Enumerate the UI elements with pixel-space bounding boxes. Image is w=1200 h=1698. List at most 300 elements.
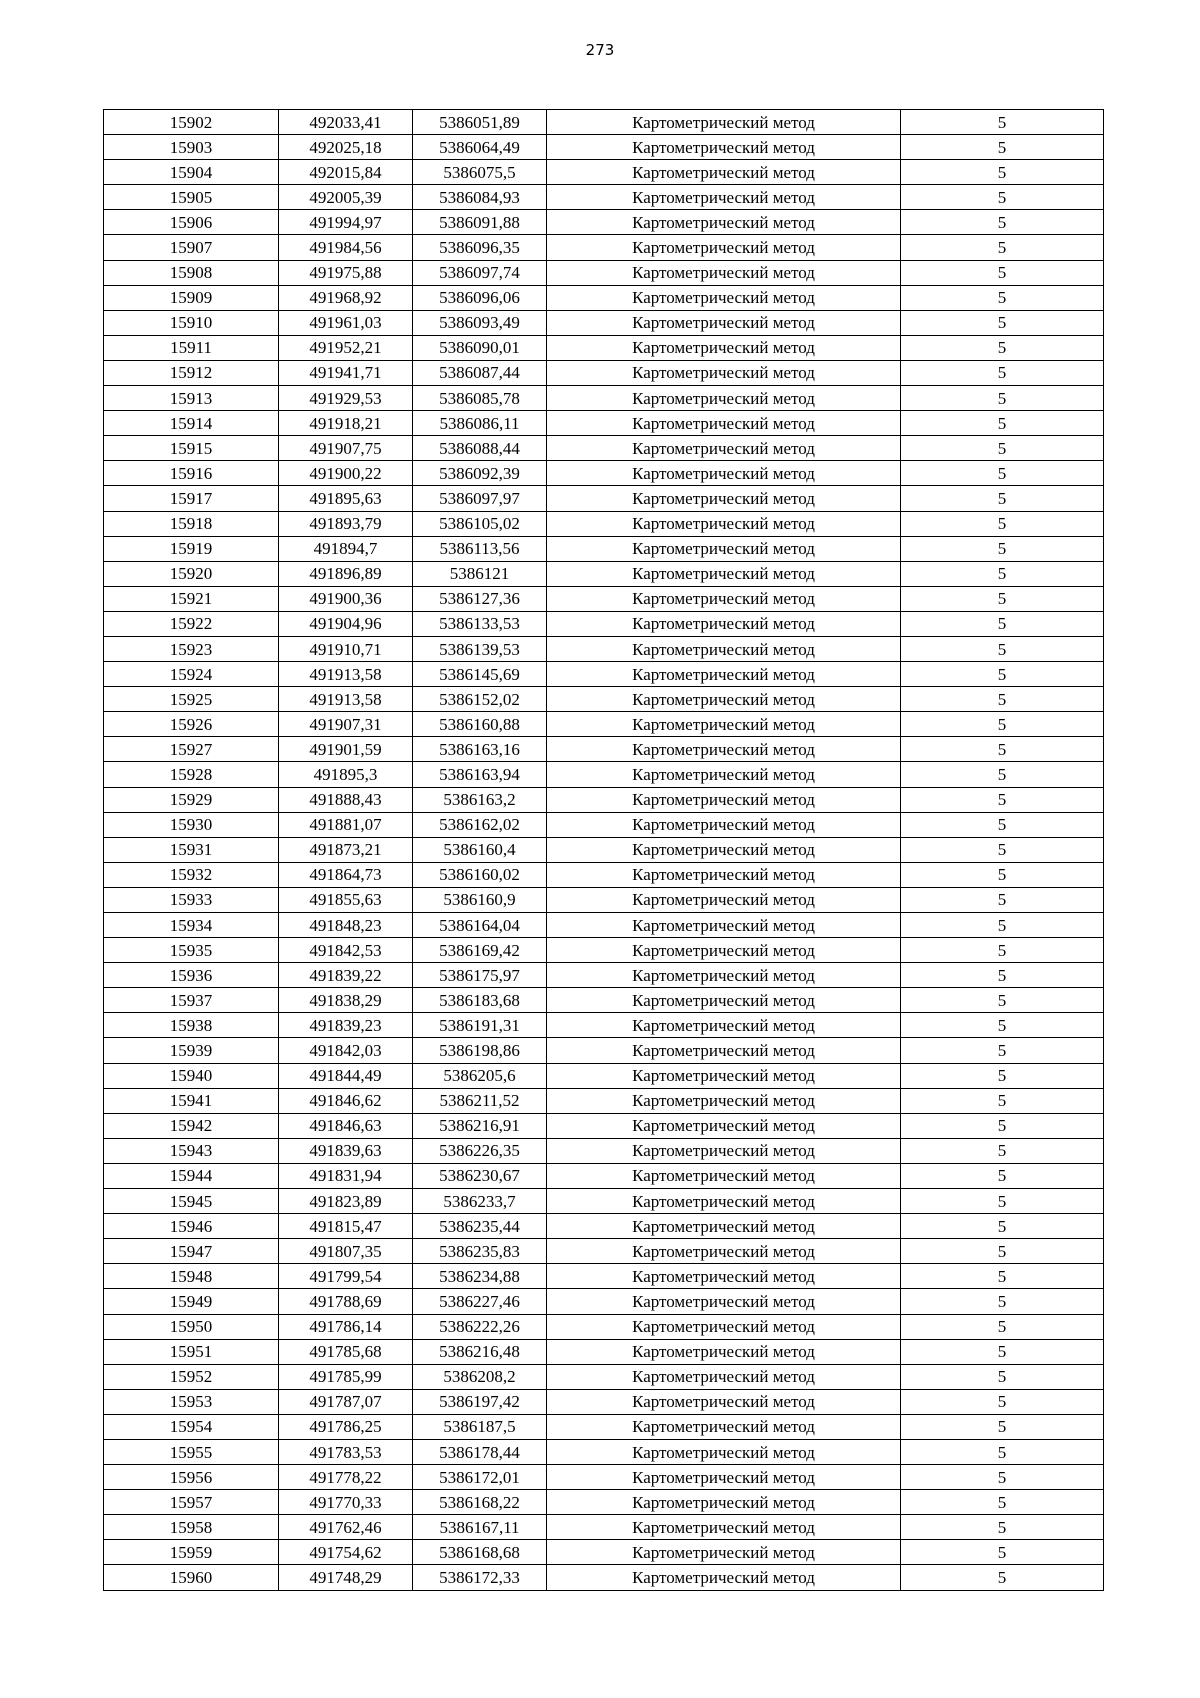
method-cell: Картометрический метод: [547, 687, 901, 712]
point-number-cell: 15907: [104, 235, 279, 260]
y-coordinate-cell: 5386211,52: [413, 1088, 547, 1113]
accuracy-cell: 5: [901, 1389, 1104, 1414]
x-coordinate-cell: 491815,47: [279, 1214, 413, 1239]
accuracy-cell: 5: [901, 787, 1104, 812]
accuracy-cell: 5: [901, 887, 1104, 912]
table-row: [104, 1565, 1104, 1590]
method-cell: Картометрический метод: [547, 1063, 901, 1088]
point-number-cell: 15953: [104, 1389, 279, 1414]
page-number: 273: [585, 41, 615, 59]
x-coordinate-cell: 492015,84: [279, 160, 413, 185]
table-row: [104, 1389, 1104, 1414]
accuracy-cell: 5: [901, 1138, 1104, 1163]
accuracy-cell: 5: [901, 913, 1104, 938]
accuracy-cell: 5: [901, 1063, 1104, 1088]
x-coordinate-cell: 491839,63: [279, 1138, 413, 1163]
method-cell: Картометрический метод: [547, 887, 901, 912]
table-row: [104, 360, 1104, 385]
x-coordinate-cell: 491785,99: [279, 1364, 413, 1389]
point-number-cell: 15923: [104, 636, 279, 661]
method-cell: Картометрический метод: [547, 110, 901, 135]
accuracy-cell: 5: [901, 210, 1104, 235]
table-row: [104, 310, 1104, 335]
x-coordinate-cell: 491888,43: [279, 787, 413, 812]
point-number-cell: 15934: [104, 913, 279, 938]
method-cell: Картометрический метод: [547, 812, 901, 837]
point-number-cell: 15960: [104, 1565, 279, 1590]
x-coordinate-cell: 491904,96: [279, 611, 413, 636]
accuracy-cell: 5: [901, 963, 1104, 988]
accuracy-cell: 5: [901, 1163, 1104, 1188]
y-coordinate-cell: 5386092,39: [413, 461, 547, 486]
method-cell: Картометрический метод: [547, 1113, 901, 1138]
accuracy-cell: 5: [901, 737, 1104, 762]
accuracy-cell: 5: [901, 636, 1104, 661]
point-number-cell: 15905: [104, 185, 279, 210]
table-row: [104, 887, 1104, 912]
table-row: [104, 1013, 1104, 1038]
point-number-cell: 15919: [104, 536, 279, 561]
method-cell: Картометрический метод: [547, 260, 901, 285]
table-row: [104, 486, 1104, 511]
method-cell: Картометрический метод: [547, 712, 901, 737]
accuracy-cell: 5: [901, 1439, 1104, 1464]
x-coordinate-cell: 491788,69: [279, 1289, 413, 1314]
method-cell: Картометрический метод: [547, 1515, 901, 1540]
y-coordinate-cell: 5386097,97: [413, 486, 547, 511]
table-row: [104, 135, 1104, 160]
x-coordinate-cell: 491839,22: [279, 963, 413, 988]
point-number-cell: 15914: [104, 411, 279, 436]
table-row: [104, 1189, 1104, 1214]
y-coordinate-cell: 5386191,31: [413, 1013, 547, 1038]
method-cell: Картометрический метод: [547, 737, 901, 762]
table-row: [104, 1465, 1104, 1490]
point-number-cell: 15948: [104, 1264, 279, 1289]
y-coordinate-cell: 5386160,9: [413, 887, 547, 912]
accuracy-cell: 5: [901, 135, 1104, 160]
y-coordinate-cell: 5386051,89: [413, 110, 547, 135]
method-cell: Картометрический метод: [547, 536, 901, 561]
accuracy-cell: 5: [901, 1364, 1104, 1389]
x-coordinate-cell: 491864,73: [279, 862, 413, 887]
point-number-cell: 15915: [104, 436, 279, 461]
accuracy-cell: 5: [901, 160, 1104, 185]
table-row: [104, 862, 1104, 887]
point-number-cell: 15910: [104, 310, 279, 335]
accuracy-cell: 5: [901, 1314, 1104, 1339]
point-number-cell: 15954: [104, 1414, 279, 1439]
coordinates-table: [103, 109, 1104, 1591]
accuracy-cell: 5: [901, 110, 1104, 135]
point-number-cell: 15956: [104, 1465, 279, 1490]
table-row: [104, 737, 1104, 762]
method-cell: Картометрический метод: [547, 210, 901, 235]
point-number-cell: 15930: [104, 812, 279, 837]
method-cell: Картометрический метод: [547, 135, 901, 160]
accuracy-cell: 5: [901, 687, 1104, 712]
table-row: [104, 335, 1104, 360]
x-coordinate-cell: 491785,68: [279, 1339, 413, 1364]
method-cell: Картометрический метод: [547, 837, 901, 862]
y-coordinate-cell: 5386163,94: [413, 762, 547, 787]
table-row: [104, 1490, 1104, 1515]
accuracy-cell: 5: [901, 1214, 1104, 1239]
point-number-cell: 15937: [104, 988, 279, 1013]
accuracy-cell: 5: [901, 285, 1104, 310]
point-number-cell: 15912: [104, 360, 279, 385]
accuracy-cell: 5: [901, 536, 1104, 561]
y-coordinate-cell: 5386084,93: [413, 185, 547, 210]
point-number-cell: 15927: [104, 737, 279, 762]
x-coordinate-cell: 492005,39: [279, 185, 413, 210]
point-number-cell: 15929: [104, 787, 279, 812]
x-coordinate-cell: 491778,22: [279, 1465, 413, 1490]
coordinates-table-body: [104, 110, 1104, 1591]
x-coordinate-cell: 491855,63: [279, 887, 413, 912]
y-coordinate-cell: 5386087,44: [413, 360, 547, 385]
table-row: [104, 1239, 1104, 1264]
method-cell: Картометрический метод: [547, 310, 901, 335]
method-cell: Картометрический метод: [547, 1389, 901, 1414]
point-number-cell: 15959: [104, 1540, 279, 1565]
x-coordinate-cell: 491918,21: [279, 411, 413, 436]
y-coordinate-cell: 5386127,36: [413, 586, 547, 611]
method-cell: Картометрический метод: [547, 360, 901, 385]
method-cell: Картометрический метод: [547, 461, 901, 486]
table-row: [104, 160, 1104, 185]
accuracy-cell: 5: [901, 310, 1104, 335]
y-coordinate-cell: 5386085,78: [413, 386, 547, 411]
accuracy-cell: 5: [901, 1289, 1104, 1314]
x-coordinate-cell: 491786,25: [279, 1414, 413, 1439]
table-row: [104, 1038, 1104, 1063]
table-row: [104, 636, 1104, 661]
point-number-cell: 15944: [104, 1163, 279, 1188]
y-coordinate-cell: 5386187,5: [413, 1414, 547, 1439]
point-number-cell: 15947: [104, 1239, 279, 1264]
y-coordinate-cell: 5386133,53: [413, 611, 547, 636]
method-cell: Картометрический метод: [547, 913, 901, 938]
method-cell: Картометрический метод: [547, 611, 901, 636]
x-coordinate-cell: 491748,29: [279, 1565, 413, 1590]
x-coordinate-cell: 491842,53: [279, 938, 413, 963]
y-coordinate-cell: 5386234,88: [413, 1264, 547, 1289]
point-number-cell: 15913: [104, 386, 279, 411]
y-coordinate-cell: 5386160,88: [413, 712, 547, 737]
point-number-cell: 15916: [104, 461, 279, 486]
table-row: [104, 712, 1104, 737]
method-cell: Картометрический метод: [547, 988, 901, 1013]
y-coordinate-cell: 5386164,04: [413, 913, 547, 938]
y-coordinate-cell: 5386222,26: [413, 1314, 547, 1339]
x-coordinate-cell: 491913,58: [279, 687, 413, 712]
method-cell: Картометрический метод: [547, 1138, 901, 1163]
point-number-cell: 15908: [104, 260, 279, 285]
x-coordinate-cell: 491929,53: [279, 386, 413, 411]
accuracy-cell: 5: [901, 1490, 1104, 1515]
method-cell: Картометрический метод: [547, 561, 901, 586]
point-number-cell: 15906: [104, 210, 279, 235]
table-row: [104, 988, 1104, 1013]
x-coordinate-cell: 491961,03: [279, 310, 413, 335]
table-row: [104, 285, 1104, 310]
point-number-cell: 15950: [104, 1314, 279, 1339]
y-coordinate-cell: 5386172,33: [413, 1565, 547, 1590]
table-row: [104, 913, 1104, 938]
method-cell: Картометрический метод: [547, 1038, 901, 1063]
method-cell: Картометрический метод: [547, 1540, 901, 1565]
table-row: [104, 1214, 1104, 1239]
x-coordinate-cell: 491762,46: [279, 1515, 413, 1540]
accuracy-cell: 5: [901, 511, 1104, 536]
x-coordinate-cell: 491823,89: [279, 1189, 413, 1214]
accuracy-cell: 5: [901, 812, 1104, 837]
method-cell: Картометрический метод: [547, 1264, 901, 1289]
method-cell: Картометрический метод: [547, 1565, 901, 1590]
method-cell: Картометрический метод: [547, 1189, 901, 1214]
table-row: [104, 235, 1104, 260]
y-coordinate-cell: 5386175,97: [413, 963, 547, 988]
x-coordinate-cell: 491842,03: [279, 1038, 413, 1063]
x-coordinate-cell: 491754,62: [279, 1540, 413, 1565]
table-row: [104, 1063, 1104, 1088]
point-number-cell: 15943: [104, 1138, 279, 1163]
x-coordinate-cell: 491900,36: [279, 586, 413, 611]
point-number-cell: 15924: [104, 662, 279, 687]
y-coordinate-cell: 5386178,44: [413, 1439, 547, 1464]
y-coordinate-cell: 5386230,67: [413, 1163, 547, 1188]
accuracy-cell: 5: [901, 335, 1104, 360]
point-number-cell: 15940: [104, 1063, 279, 1088]
y-coordinate-cell: 5386168,68: [413, 1540, 547, 1565]
accuracy-cell: 5: [901, 1264, 1104, 1289]
method-cell: Картометрический метод: [547, 160, 901, 185]
table-row: [104, 386, 1104, 411]
x-coordinate-cell: 491839,23: [279, 1013, 413, 1038]
x-coordinate-cell: 491907,75: [279, 436, 413, 461]
point-number-cell: 15951: [104, 1339, 279, 1364]
x-coordinate-cell: 491786,14: [279, 1314, 413, 1339]
x-coordinate-cell: 491900,22: [279, 461, 413, 486]
point-number-cell: 15902: [104, 110, 279, 135]
table-row: [104, 461, 1104, 486]
accuracy-cell: 5: [901, 411, 1104, 436]
point-number-cell: 15946: [104, 1214, 279, 1239]
y-coordinate-cell: 5386160,4: [413, 837, 547, 862]
x-coordinate-cell: 491894,7: [279, 536, 413, 561]
x-coordinate-cell: 491952,21: [279, 335, 413, 360]
x-coordinate-cell: 491844,49: [279, 1063, 413, 1088]
y-coordinate-cell: 5386121: [413, 561, 547, 586]
accuracy-cell: 5: [901, 712, 1104, 737]
method-cell: Картометрический метод: [547, 1163, 901, 1188]
y-coordinate-cell: 5386169,42: [413, 938, 547, 963]
point-number-cell: 15921: [104, 586, 279, 611]
y-coordinate-cell: 5386197,42: [413, 1389, 547, 1414]
table-row: [104, 436, 1104, 461]
x-coordinate-cell: 491994,97: [279, 210, 413, 235]
y-coordinate-cell: 5386086,11: [413, 411, 547, 436]
y-coordinate-cell: 5386088,44: [413, 436, 547, 461]
accuracy-cell: 5: [901, 1339, 1104, 1364]
method-cell: Картометрический метод: [547, 235, 901, 260]
point-number-cell: 15903: [104, 135, 279, 160]
method-cell: Картометрический метод: [547, 963, 901, 988]
table-row: [104, 185, 1104, 210]
table-row: [104, 762, 1104, 787]
x-coordinate-cell: 491846,62: [279, 1088, 413, 1113]
method-cell: Картометрический метод: [547, 586, 901, 611]
x-coordinate-cell: 491807,35: [279, 1239, 413, 1264]
y-coordinate-cell: 5386097,74: [413, 260, 547, 285]
method-cell: Картометрический метод: [547, 411, 901, 436]
y-coordinate-cell: 5386235,83: [413, 1239, 547, 1264]
point-number-cell: 15922: [104, 611, 279, 636]
accuracy-cell: 5: [901, 1038, 1104, 1063]
y-coordinate-cell: 5386172,01: [413, 1465, 547, 1490]
accuracy-cell: 5: [901, 1013, 1104, 1038]
accuracy-cell: 5: [901, 1465, 1104, 1490]
y-coordinate-cell: 5386113,56: [413, 536, 547, 561]
x-coordinate-cell: 491895,3: [279, 762, 413, 787]
method-cell: Картометрический метод: [547, 1289, 901, 1314]
y-coordinate-cell: 5386208,2: [413, 1364, 547, 1389]
method-cell: Картометрический метод: [547, 511, 901, 536]
y-coordinate-cell: 5386152,02: [413, 687, 547, 712]
point-number-cell: 15932: [104, 862, 279, 887]
point-number-cell: 15931: [104, 837, 279, 862]
table-row: [104, 1088, 1104, 1113]
x-coordinate-cell: 491848,23: [279, 913, 413, 938]
accuracy-cell: 5: [901, 486, 1104, 511]
y-coordinate-cell: 5386205,6: [413, 1063, 547, 1088]
accuracy-cell: 5: [901, 235, 1104, 260]
table-row: [104, 787, 1104, 812]
accuracy-cell: 5: [901, 1088, 1104, 1113]
x-coordinate-cell: 492025,18: [279, 135, 413, 160]
point-number-cell: 15949: [104, 1289, 279, 1314]
accuracy-cell: 5: [901, 360, 1104, 385]
method-cell: Картометрический метод: [547, 185, 901, 210]
point-number-cell: 15911: [104, 335, 279, 360]
table-row: [104, 1314, 1104, 1339]
point-number-cell: 15920: [104, 561, 279, 586]
y-coordinate-cell: 5386216,48: [413, 1339, 547, 1364]
x-coordinate-cell: 491896,89: [279, 561, 413, 586]
x-coordinate-cell: 491895,63: [279, 486, 413, 511]
x-coordinate-cell: 491881,07: [279, 812, 413, 837]
accuracy-cell: 5: [901, 1565, 1104, 1590]
table-row: [104, 687, 1104, 712]
y-coordinate-cell: 5386162,02: [413, 812, 547, 837]
table-row: [104, 260, 1104, 285]
accuracy-cell: 5: [901, 1414, 1104, 1439]
x-coordinate-cell: 491783,53: [279, 1439, 413, 1464]
x-coordinate-cell: 491846,63: [279, 1113, 413, 1138]
table-row: [104, 611, 1104, 636]
point-number-cell: 15928: [104, 762, 279, 787]
accuracy-cell: 5: [901, 561, 1104, 586]
accuracy-cell: 5: [901, 461, 1104, 486]
method-cell: Картометрический метод: [547, 762, 901, 787]
accuracy-cell: 5: [901, 988, 1104, 1013]
table-row: [104, 1339, 1104, 1364]
method-cell: Картометрический метод: [547, 1314, 901, 1339]
method-cell: Картометрический метод: [547, 386, 901, 411]
accuracy-cell: 5: [901, 586, 1104, 611]
point-number-cell: 15925: [104, 687, 279, 712]
table-row: [104, 1138, 1104, 1163]
y-coordinate-cell: 5386183,68: [413, 988, 547, 1013]
point-number-cell: 15952: [104, 1364, 279, 1389]
method-cell: Картометрический метод: [547, 636, 901, 661]
table-row: [104, 1515, 1104, 1540]
method-cell: Картометрический метод: [547, 285, 901, 310]
accuracy-cell: 5: [901, 1540, 1104, 1565]
y-coordinate-cell: 5386167,11: [413, 1515, 547, 1540]
point-number-cell: 15957: [104, 1490, 279, 1515]
y-coordinate-cell: 5386064,49: [413, 135, 547, 160]
accuracy-cell: 5: [901, 1239, 1104, 1264]
y-coordinate-cell: 5386233,7: [413, 1189, 547, 1214]
accuracy-cell: 5: [901, 1515, 1104, 1540]
y-coordinate-cell: 5386075,5: [413, 160, 547, 185]
x-coordinate-cell: 491901,59: [279, 737, 413, 762]
table-row: [104, 963, 1104, 988]
table-row: [104, 938, 1104, 963]
table-row: [104, 1414, 1104, 1439]
method-cell: Картометрический метод: [547, 662, 901, 687]
method-cell: Картометрический метод: [547, 1239, 901, 1264]
method-cell: Картометрический метод: [547, 1339, 901, 1364]
y-coordinate-cell: 5386139,53: [413, 636, 547, 661]
accuracy-cell: 5: [901, 611, 1104, 636]
accuracy-cell: 5: [901, 185, 1104, 210]
accuracy-cell: 5: [901, 260, 1104, 285]
y-coordinate-cell: 5386227,46: [413, 1289, 547, 1314]
y-coordinate-cell: 5386090,01: [413, 335, 547, 360]
table-row: [104, 1163, 1104, 1188]
table-row: [104, 837, 1104, 862]
y-coordinate-cell: 5386093,49: [413, 310, 547, 335]
x-coordinate-cell: 491787,07: [279, 1389, 413, 1414]
x-coordinate-cell: 491968,92: [279, 285, 413, 310]
table-row: [104, 536, 1104, 561]
method-cell: Картометрический метод: [547, 938, 901, 963]
x-coordinate-cell: 491984,56: [279, 235, 413, 260]
table-row: [104, 1540, 1104, 1565]
point-number-cell: 15918: [104, 511, 279, 536]
y-coordinate-cell: 5386226,35: [413, 1138, 547, 1163]
method-cell: Картометрический метод: [547, 1490, 901, 1515]
x-coordinate-cell: 491873,21: [279, 837, 413, 862]
point-number-cell: 15945: [104, 1189, 279, 1214]
y-coordinate-cell: 5386105,02: [413, 511, 547, 536]
point-number-cell: 15909: [104, 285, 279, 310]
x-coordinate-cell: 491941,71: [279, 360, 413, 385]
table-row: [104, 411, 1104, 436]
accuracy-cell: 5: [901, 386, 1104, 411]
method-cell: Картометрический метод: [547, 1414, 901, 1439]
accuracy-cell: 5: [901, 1113, 1104, 1138]
table-row: [104, 110, 1104, 135]
table-row: [104, 1364, 1104, 1389]
point-number-cell: 15941: [104, 1088, 279, 1113]
accuracy-cell: 5: [901, 436, 1104, 461]
method-cell: Картометрический метод: [547, 335, 901, 360]
point-number-cell: 15936: [104, 963, 279, 988]
